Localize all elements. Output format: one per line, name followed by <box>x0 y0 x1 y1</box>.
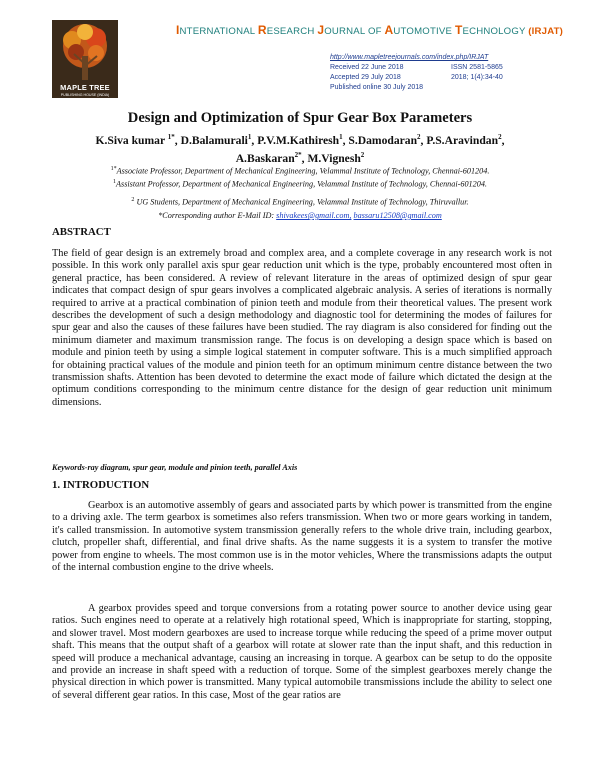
author-list <box>60 130 540 166</box>
publisher-logo <box>52 20 118 98</box>
paper-title: Design and Optimization of Spur Gear Box Parameters <box>127 110 473 126</box>
logo-name: MAPLE TREE <box>52 82 118 93</box>
journal-title-part: ESEARCH <box>266 26 318 37</box>
authors-line-1: K.Siva kumar $^{1*}$, D.Balamurali$^1$, P.V.M.Kathiresh$^1$, S.Damodaran$^2$, P.S.Aravindan$^2$, <box>95 133 505 147</box>
journal-title-part: J <box>317 23 325 37</box>
journal-title <box>176 23 563 37</box>
corresponding-author: *Corresponding author E-Mail ID: shivakees@gmail.com, bassaru12508@gmail.com <box>158 211 442 220</box>
abstract-text: The field of gear design is an extremely broad and complex area, and a complete coverage in any research work is not possible. In this work only parallel axis spur gear reduction unit which is the type, probably encountered most often in general practice, has been considered. A review of relevant literature in the areas of optimized design of spur gear indicates that compact design of spur gears involves a complicated algebraic analysis. A series of iterations is normally required to arrive at a practical combination of pinion teeth and module from their theoretical values. The present work describes the development of such a design methodology and diagnostic tool for determining the modes of failures for spur gear and also the causes of these failures have been studied. The ray diagram is also considered for finding out the minimum diameter and maximum transmission range. The focus is on developing a design space which is based on module and pinion teeth by using a simple logical statement in computer software. This is a much simplified approach for obtaining practical values of the module and pinion teeth for an optimum minimum centre distance between the two transmission shafts. Attention has been devoted to determine the exact mode of failure which dictated the design at the optimum conditions corresponding to the minimum centre distance for the design of gear reduction unit minimum dimensions. <box>52 248 552 408</box>
journal-url[interactable]: http://www.mapletreejournals.com/index.php/IRJAT <box>330 54 489 61</box>
intro-paragraph-2: A gearbox provides speed and torque conversions from a rotating power source to another device using gear ratios. Such engines need to operate at a relatively high rotational speed, Which is inappropriate for starting, stopping, and slower travel. Most modern gearboxes are used to increase torque while reducing the speed of a prime mover output shaft. This means that the output shaft of a gearbox will rotate at slower rate than the input shaft, and this reduction in speed will produce a mechanical advantage, causing an increasing in torque. A gearbox can be setup to do the opposite and provide an increase in shaft speed with a reduction of torque. Some of the simplest gearboxes merely change the physical direction in which power is transmitted. Many typical automobile transmissions include the ability to select one of several different gear ratios. In this case, Most of the gear ratios are <box>52 603 552 701</box>
issn: ISSN 2581-5865 <box>451 64 503 71</box>
publication-info <box>330 53 503 93</box>
email-link-1[interactable]: shivakees@gmail.com, <box>276 211 352 220</box>
journal-title-part: UTOMOTIVE <box>393 26 455 37</box>
journal-title-part: NTERNATIONAL <box>179 26 258 37</box>
email-link-2[interactable]: bassaru12508@gmail.com <box>353 211 442 220</box>
affiliation-2: $^2$ UG Students, Department of Mechanical Engineering, Velammal Institute of Technology, Thiruvallur. <box>131 197 469 207</box>
journal-title-part: OURNAL OF <box>324 26 385 37</box>
keywords: Keywords-ray diagram, spur gear, module and pinion teeth, parallel Axis <box>52 463 298 472</box>
intro-paragraph-1: Gearbox is an automotive assembly of gears and associated parts by which power is transmitted from the engine to a driving axle. The term gearbox is sometimes also refers transmission. When two or more gears working in tandem, it's called transmission. In automotive system transmission generally refers to the whole drive train, including gearbox, clutch, propeller shaft, differential, and final drive shafts. As the name suggests it is a system to transfer the motive power from engine to wheels. The most common use is in the motor vehicles, Where the transmissions adapts the output of the internal combustion engine to the drive wheels. <box>52 500 552 574</box>
authors-line-2: A.Baskaran$^{2*}$, M.Vignesh$^2$ <box>235 150 365 165</box>
maple-tree-icon <box>52 20 118 82</box>
accepted-date: Accepted 29 July 2018 <box>330 74 401 81</box>
journal-title-part: R <box>257 23 267 37</box>
published-date: Published online 30 July 2018 <box>330 84 424 91</box>
volume-issue: 2018; 1(4):34-40 <box>451 74 503 81</box>
introduction-heading: 1. INTRODUCTION <box>52 479 150 491</box>
journal-title-part: A <box>384 23 394 37</box>
journal-title-part: ECHNOLOGY <box>462 26 529 37</box>
affiliation-1: $^{1*}$Associate Professor, Department of Mechanical Engineering, Velammal Institute of Technology, Chennai-601204. $^1$Assistant Professor, Department of Mechanical Engineering, Velammal Institute of Technology, Chennai-601204. <box>110 166 490 189</box>
abstract-heading: ABSTRACT <box>52 226 111 238</box>
logo-subtitle: PUBLISHING HOUSE (INDIA) <box>52 93 118 98</box>
received-date: Received 22 June 2018 <box>330 64 404 71</box>
journal-title-part: I <box>176 23 180 37</box>
journal-title-text <box>176 23 529 37</box>
journal-title-part: T <box>454 23 463 37</box>
journal-abbreviation: (IRJAT) <box>528 26 564 37</box>
